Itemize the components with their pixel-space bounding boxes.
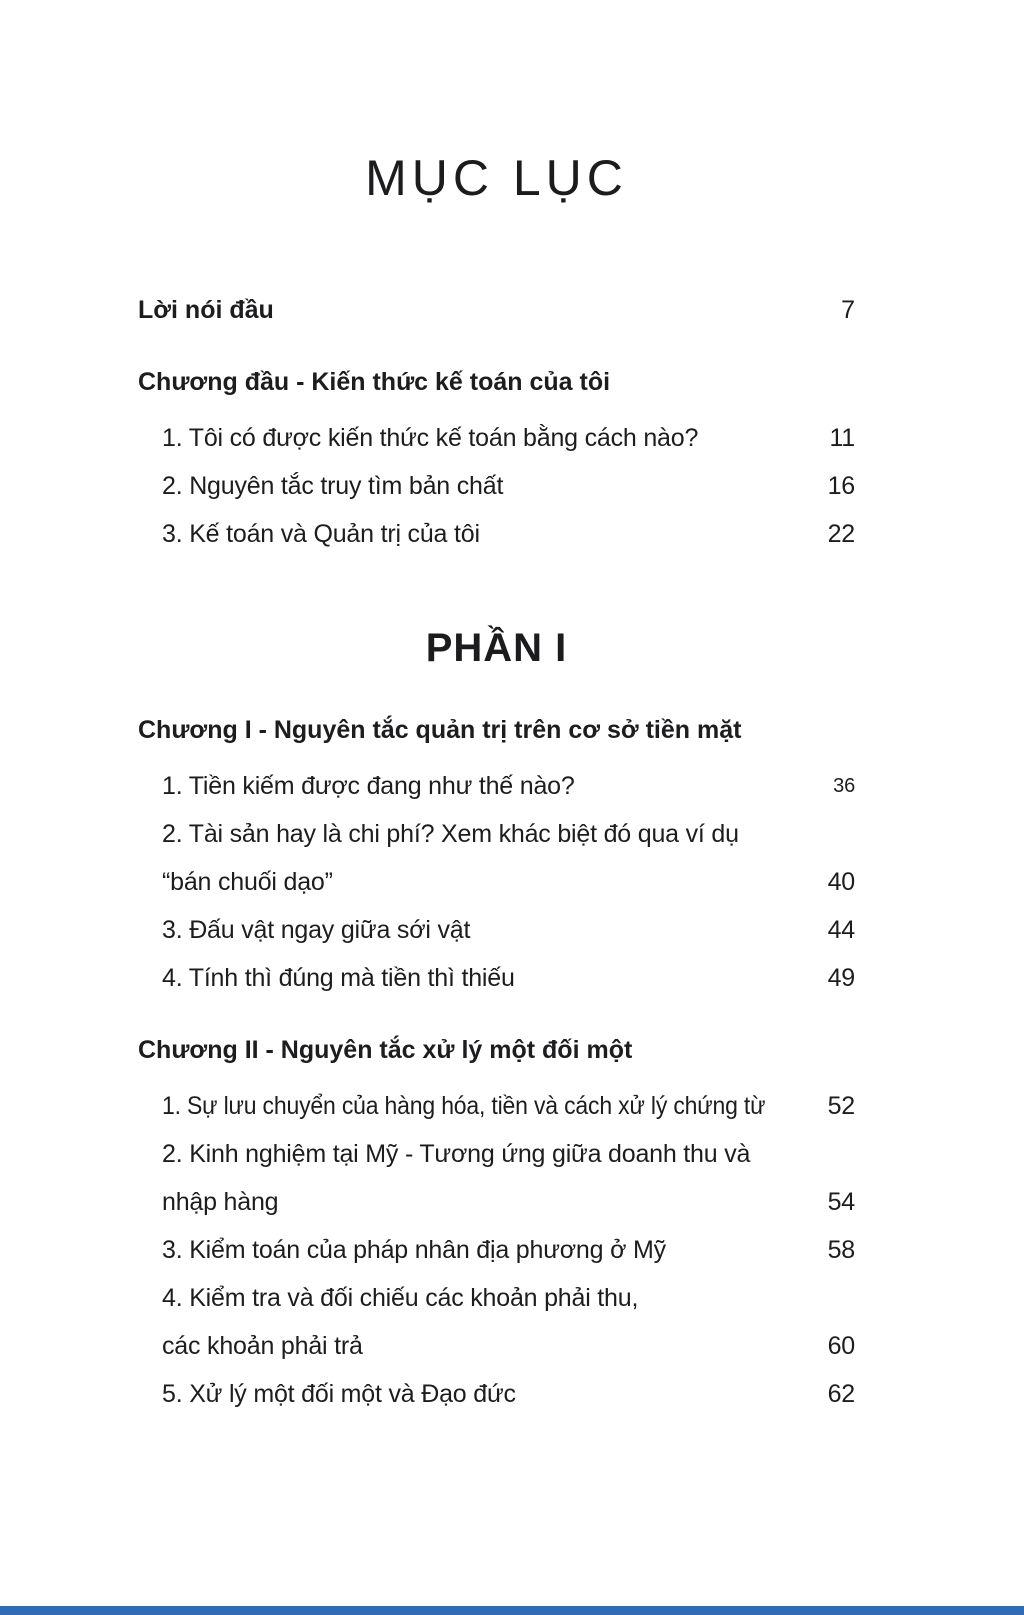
chapter-prefix: Chương đầu — [138, 368, 290, 396]
chapter-title: - Nguyên tắc xử lý một đối một — [258, 1036, 633, 1064]
chapter-title: - Nguyên tắc quản trị trên cơ sở tiền mặt — [251, 716, 742, 744]
chapter-title: - Kiến thức kế toán của tôi — [289, 368, 611, 396]
toc-entry-page: 36 — [833, 775, 855, 797]
toc-entry — [162, 1370, 855, 1418]
toc-entry-page: 54 — [827, 1188, 855, 1216]
chapter-prefix: Chương I — [138, 716, 252, 744]
toc-entry-page: 40 — [827, 868, 855, 896]
part-title: PHẦN I — [425, 626, 568, 670]
toc-entry — [162, 1130, 855, 1226]
toc-entry-label: 2. Nguyên tắc truy tìm bản chất — [162, 472, 504, 500]
toc-entry-label: Lời nói đầu — [138, 296, 274, 324]
toc-entry-page: 60 — [827, 1332, 855, 1360]
toc-entry — [162, 762, 855, 810]
toc-entry — [162, 906, 855, 954]
toc-entry-page: 22 — [827, 520, 855, 548]
bottom-accent-bar — [0, 1606, 1024, 1615]
toc-chapter-heading — [138, 358, 855, 406]
chapter-prefix: Chương II — [138, 1036, 259, 1064]
toc-entry-page: 16 — [827, 472, 855, 500]
toc-entry-label: 1. Tôi có được kiến thức kế toán bằng cách nào? — [162, 424, 699, 452]
toc-entry — [162, 954, 855, 1002]
toc-chapter-heading — [138, 1026, 855, 1074]
toc-entry-label: 4. Tính thì đúng mà tiền thì thiếu — [162, 964, 515, 992]
toc-entry — [162, 414, 855, 462]
toc-entry — [162, 1274, 855, 1370]
toc-entry — [162, 810, 855, 906]
toc-entry-label: 2. Tài sản hay là chi phí? Xem khác biệt đó qua ví dụ “bán chuối dạo” — [162, 820, 739, 896]
page-title: MỤC LỤC — [365, 150, 628, 206]
toc-entry-label: 4. Kiểm tra và đối chiếu các khoản phải thu, các khoản phải trả — [162, 1284, 639, 1360]
toc-entry-page: 52 — [827, 1092, 855, 1120]
toc-entry-label: 1. Tiền kiếm được đang như thế nào? — [162, 772, 575, 800]
toc-entry-label: 3. Kiểm toán của pháp nhân địa phương ở Mỹ — [162, 1236, 666, 1264]
toc-entry — [162, 462, 855, 510]
toc-entry — [162, 510, 855, 558]
toc-entry-page: 11 — [829, 424, 855, 452]
toc-entry-page: 44 — [827, 916, 855, 944]
toc-entry-label: 5. Xử lý một đối một và Đạo đức — [162, 1380, 516, 1408]
toc-entry — [162, 1082, 855, 1130]
toc-entry-page: 49 — [827, 964, 855, 992]
toc-list — [138, 286, 855, 1418]
toc-entry-label: 1. Sự lưu chuyển của hàng hóa, tiền và cách xử lý chứng từ — [162, 1092, 766, 1120]
toc-entry-page: 62 — [827, 1380, 855, 1408]
toc-entry-label: 2. Kinh nghiệm tại Mỹ - Tương ứng giữa doanh thu và nhập hàng — [162, 1140, 751, 1216]
toc-entry-label: 3. Kế toán và Quản trị của tôi — [162, 520, 480, 548]
toc-entry-page: 7 — [841, 296, 855, 324]
toc-chapter-heading — [138, 706, 855, 754]
toc-entry — [138, 286, 855, 334]
toc-entry — [162, 1226, 855, 1274]
toc-entry-page: 58 — [827, 1236, 855, 1264]
toc-entry-label: 3. Đấu vật ngay giữa sới vật — [162, 916, 471, 944]
